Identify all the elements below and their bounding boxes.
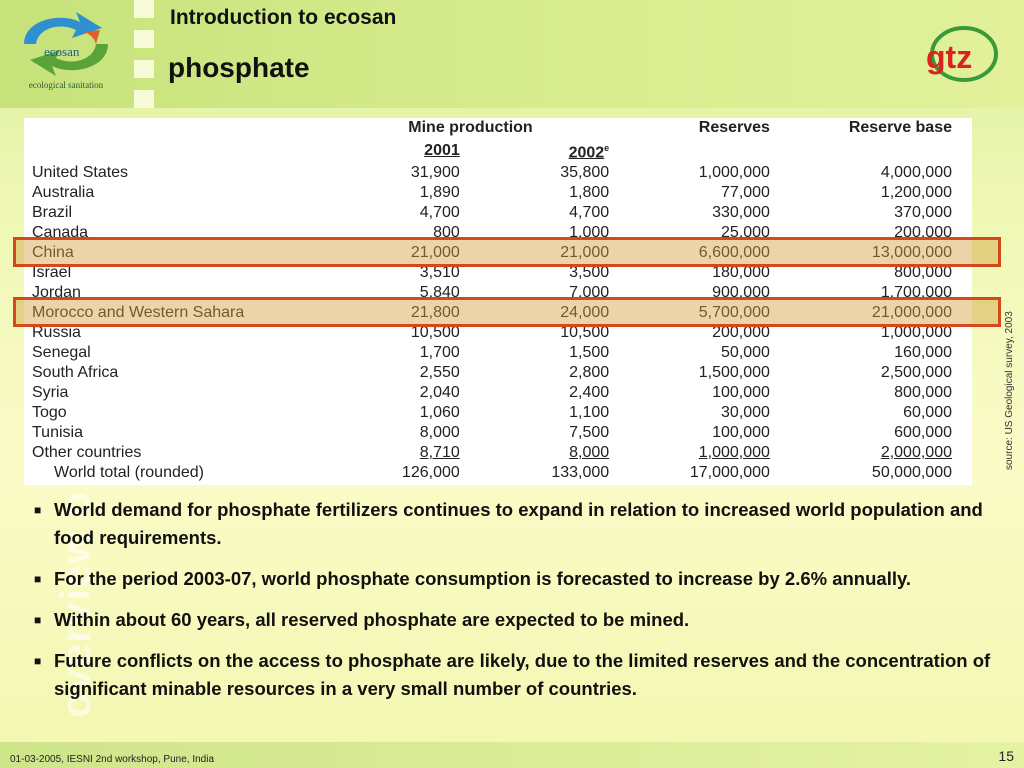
cell-reserve-base: 1,200,000 — [880, 184, 952, 202]
country-cell: Other countries — [32, 444, 142, 462]
cell-reserves: 77,000 — [721, 184, 770, 202]
header-mine-production: Mine production — [408, 119, 533, 136]
cell-2001: 126,000 — [401, 464, 460, 482]
logo-caption: ecological sanitation — [28, 80, 104, 90]
cell-2002: 4,700 — [569, 204, 610, 222]
cell-2002: 1,500 — [569, 344, 610, 362]
cell-reserves: 1,000,000 — [698, 444, 770, 462]
bullet-item: ■ World demand for phosphate fertilizers continues to expand in relation to increased world population and food requirements. — [34, 496, 1004, 552]
cell-2001: 1,700 — [419, 344, 460, 362]
cell-reserve-base: 600,000 — [894, 424, 952, 442]
country-cell: South Africa — [32, 364, 119, 382]
cell-2001: 21,800 — [410, 304, 460, 322]
cell-2001: 3,510 — [419, 264, 460, 282]
table-row — [32, 463, 962, 483]
bullet-square-icon: ■ — [34, 654, 42, 668]
section-title: Introduction to ecosan — [170, 6, 397, 29]
cell-reserve-base: 60,000 — [903, 404, 952, 422]
cell-2002: 2,400 — [569, 384, 610, 402]
header-year-2001: 2001 — [424, 141, 460, 159]
ecosan-logo — [10, 8, 122, 98]
cell-reserves: 1,500,000 — [698, 364, 770, 382]
country-cell: Australia — [32, 184, 95, 202]
cell-2002: 10,500 — [560, 324, 610, 342]
cell-reserve-base: 800,000 — [894, 384, 952, 402]
cell-2001: 800 — [433, 224, 460, 242]
cell-reserves: 6,600,000 — [698, 244, 770, 262]
table-row — [32, 443, 962, 463]
cell-2001: 8,710 — [419, 444, 460, 462]
overview-watermark: overview o — [52, 490, 99, 718]
slide-footer — [0, 742, 1024, 768]
country-cell: Russia — [32, 324, 81, 342]
header-year-2002: 2002e — [568, 143, 610, 162]
table-row — [32, 203, 962, 223]
cell-reserve-base: 1,700,000 — [880, 284, 952, 302]
table-row — [32, 343, 962, 363]
country-cell: Togo — [32, 404, 67, 422]
cell-reserves: 1,000,000 — [698, 164, 770, 182]
cell-reserves: 25,000 — [721, 224, 770, 242]
cell-2002: 1,800 — [569, 184, 610, 202]
country-cell: United States — [32, 164, 129, 182]
table-row — [32, 383, 962, 403]
bullet-square-icon: ■ — [34, 613, 42, 627]
cell-2002: 7,000 — [569, 284, 610, 302]
table-row — [32, 363, 962, 383]
cell-2002: 1,100 — [569, 404, 610, 422]
cell-reserve-base: 1,000,000 — [880, 324, 952, 342]
cell-reserves: 180,000 — [712, 264, 770, 282]
cell-reserves: 30,000 — [721, 404, 770, 422]
cell-reserves: 17,000,000 — [689, 464, 770, 482]
cell-reserve-base: 13,000,000 — [871, 244, 952, 262]
highlight-china — [13, 237, 1001, 267]
cell-2001: 31,900 — [410, 164, 460, 182]
country-cell: Canada — [32, 224, 89, 242]
table-row — [32, 183, 962, 203]
bullet-item: ■ Within about 60 years, all reserved phosphate are expected to be mined. — [34, 606, 1004, 634]
slide-title: phosphate — [168, 52, 310, 83]
cell-reserves: 100,000 — [712, 424, 770, 442]
cell-reserves: 200,000 — [712, 324, 770, 342]
cell-2001: 2,040 — [419, 384, 460, 402]
cell-reserve-base: 2,500,000 — [880, 364, 952, 382]
cell-reserve-base: 50,000,000 — [871, 464, 952, 482]
cell-reserves: 5,700,000 — [698, 304, 770, 322]
slide-header — [0, 0, 1024, 108]
header-reserves: Reserves — [698, 119, 770, 136]
country-cell: Tunisia — [32, 424, 83, 442]
bullet-square-icon: ■ — [34, 572, 42, 586]
country-cell: Senegal — [32, 344, 91, 362]
cell-reserves: 50,000 — [721, 344, 770, 362]
country-cell: Brazil — [32, 204, 73, 222]
cell-2002: 133,000 — [551, 464, 610, 482]
country-cell: China — [32, 244, 74, 262]
table-row — [32, 423, 962, 443]
bullet-item: ■ Future conflicts on the access to phosphate are likely, due to the limited reserves and the concentration of significant minable resources in a very small number of countries. — [34, 647, 1004, 703]
bullet-item: ■ For the period 2003-07, world phosphate consumption is forecasted to increase by 2.6% annually. — [34, 565, 1004, 593]
cell-2001: 1,890 — [419, 184, 460, 202]
cell-2002: 2,800 — [569, 364, 610, 382]
bullet-list — [34, 496, 1004, 716]
country-cell: Syria — [32, 384, 69, 402]
country-cell: World total (rounded) — [54, 464, 204, 482]
cell-2001: 5,840 — [419, 284, 460, 302]
highlight-morocco — [13, 297, 1001, 327]
cell-2001: 21,000 — [410, 244, 460, 262]
cell-reserve-base: 800,000 — [894, 264, 952, 282]
cell-reserve-base: 4,000,000 — [880, 164, 952, 182]
cell-2002: 35,800 — [560, 164, 610, 182]
cell-2001: 4,700 — [419, 204, 460, 222]
cell-2001: 2,550 — [419, 364, 460, 382]
country-cell: Jordan — [32, 284, 81, 302]
cell-2002: 1,000 — [569, 224, 610, 242]
table-row — [32, 163, 962, 183]
gtz-logo-text: gtz — [926, 39, 973, 75]
header-reserve-base: Reserve base — [848, 119, 952, 136]
cell-2002: 8,000 — [569, 444, 610, 462]
cell-reserve-base: 2,000,000 — [880, 444, 952, 462]
cell-2001: 1,060 — [419, 404, 460, 422]
cell-2002: 21,000 — [560, 244, 610, 262]
cell-reserve-base: 370,000 — [894, 204, 952, 222]
cell-2001: 8,000 — [419, 424, 460, 442]
source-note: source: US Geological survey, 2003 — [1004, 311, 1015, 470]
footer-text: 01-03-2005, IESNI 2nd workshop, Pune, India — [10, 754, 215, 765]
decorative-squares — [134, 0, 156, 118]
cell-reserves: 100,000 — [712, 384, 770, 402]
gtz-logo — [920, 24, 1002, 84]
cell-reserve-base: 200,000 — [894, 224, 952, 242]
page-number: 15 — [998, 748, 1014, 764]
cell-reserve-base: 21,000,000 — [871, 304, 952, 322]
cell-2001: 10,500 — [410, 324, 460, 342]
logo-word: ecosan — [44, 44, 80, 59]
cell-reserves: 330,000 — [712, 204, 770, 222]
cell-reserves: 900,000 — [712, 284, 770, 302]
table-row — [32, 403, 962, 423]
country-cell: Morocco and Western Sahara — [32, 304, 245, 322]
bullet-square-icon: ■ — [34, 503, 42, 517]
cell-reserve-base: 160,000 — [894, 344, 952, 362]
cell-2002: 7,500 — [569, 424, 610, 442]
country-cell: Israel — [32, 264, 72, 282]
cell-2002: 24,000 — [560, 304, 610, 322]
cell-2002: 3,500 — [569, 264, 610, 282]
